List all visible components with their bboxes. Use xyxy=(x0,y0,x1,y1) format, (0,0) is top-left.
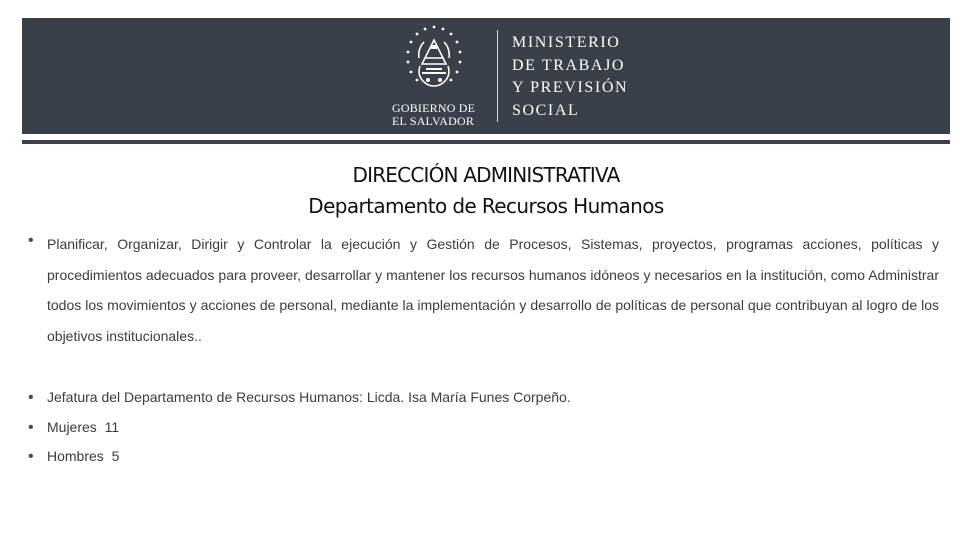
government-name-line: EL SALVADOR xyxy=(392,114,475,128)
list-item-text: Mujeres 11 xyxy=(47,419,120,435)
header-underline xyxy=(22,140,950,144)
ministry-name-line: Y PREVISIÓN xyxy=(512,79,629,96)
list-item xyxy=(28,448,119,466)
bullet-icon: • xyxy=(28,232,34,249)
ministry-name-line: MINISTERIO xyxy=(512,34,621,51)
bullet-icon: • xyxy=(28,389,34,406)
list-item xyxy=(28,419,119,437)
list-item-text: Jefatura del Departamento de Recursos Humanos: Licda. Isa María Funes Corpeño. xyxy=(47,389,571,405)
title-block xyxy=(0,158,960,220)
list-item xyxy=(28,389,571,407)
page-title: DIRECCIÓN ADMINISTRATIVA xyxy=(352,163,620,187)
ministry-name xyxy=(512,32,628,122)
ministry-name-line: DE TRABAJO xyxy=(512,56,626,74)
page-subtitle: Departamento de Recursos Humanos xyxy=(308,194,664,218)
description-paragraph: Planificar, Organizar, Dirigir y Controlar la ejecución y Gestión de Procesos, Sistemas, proyectos, programas acciones, políticas y procedimientos adecuados para proveer, desarrollar y mantener los recursos humanos idóneos y necesarios en la institución, como Administrar todos los movimientos y acciones de personal, mediante la implementación y desarrollo de políticas de personal que contribuyan al logro de los objetivos institucionales.. xyxy=(47,236,939,344)
ministry-name-line: SOCIAL xyxy=(512,101,580,119)
government-name xyxy=(392,102,492,128)
header-divider xyxy=(497,30,498,122)
list-item-text: Hombres 5 xyxy=(47,448,120,464)
bullet-icon: • xyxy=(28,448,34,465)
government-name-line: GOBIERNO DE xyxy=(392,101,476,115)
coat-of-arms-emblem xyxy=(398,22,470,96)
bullet-icon: • xyxy=(28,419,34,436)
